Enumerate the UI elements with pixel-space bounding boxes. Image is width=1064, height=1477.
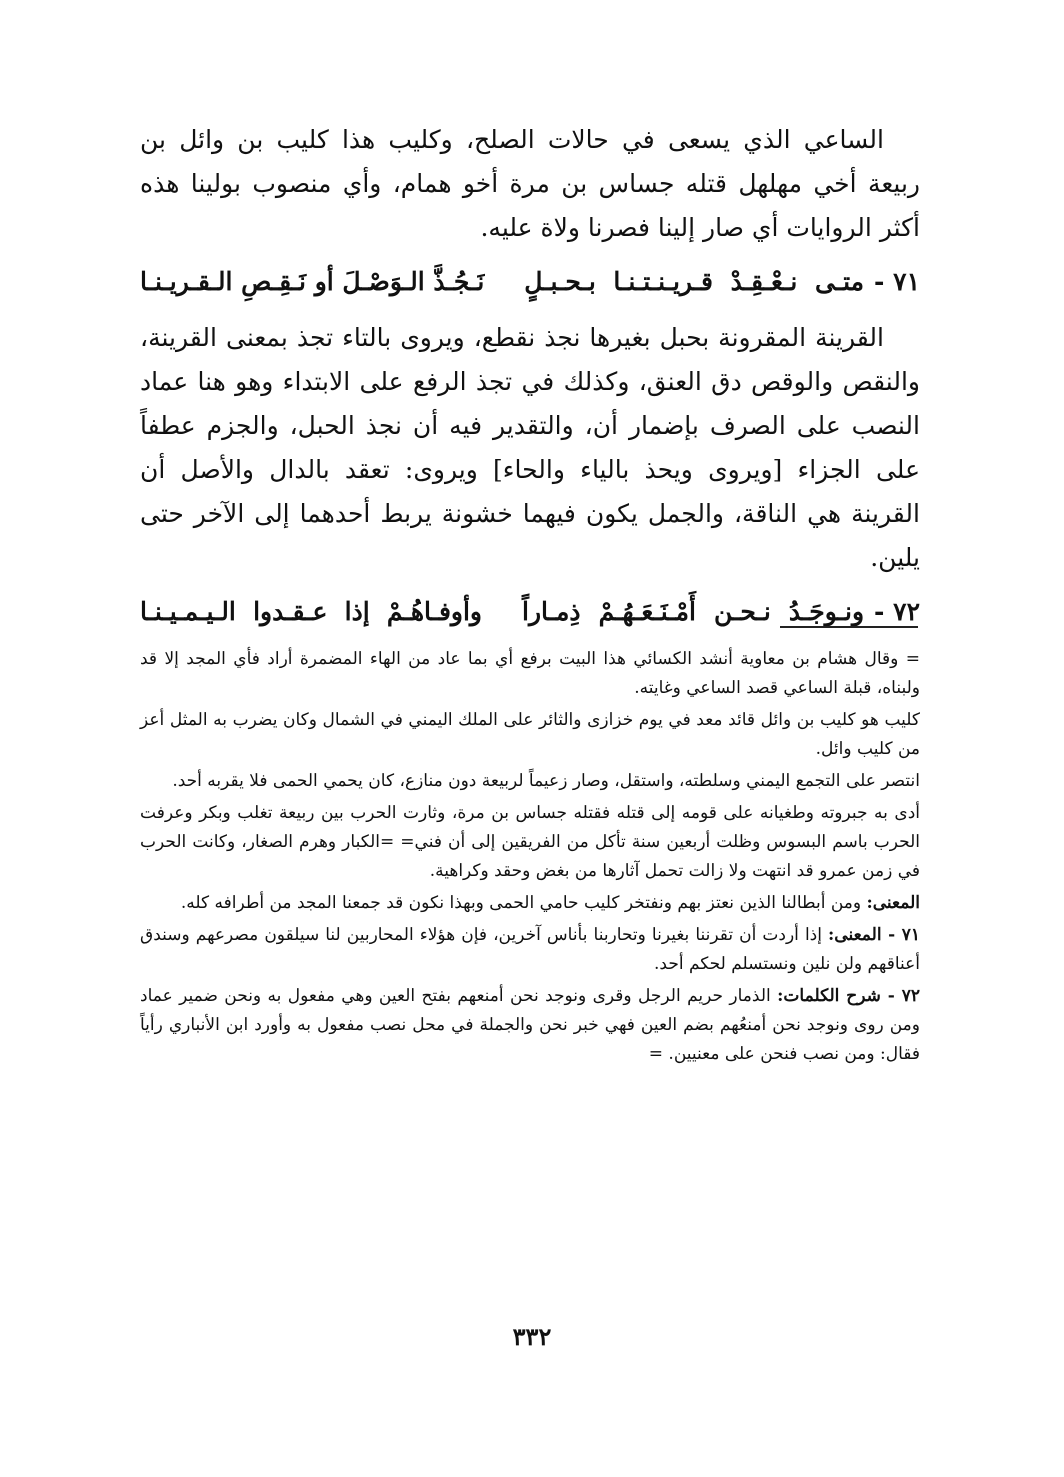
- footnote: [140, 921, 920, 979]
- verse-second-hemistich: وأوفـاهُـمْ إذا عـقـدوا الـيـمـيـنـا: [139, 597, 483, 626]
- paragraph-commentary-1: الساعي الذي يسعى في حالات الصلح، وكليب هذا كليب بن وائل بن ربيعة أخي مهلهل قتله جساس بن مرة أخو همام، وأي منصوب بولينا هذه أكثر الروايات أي صار إلينا فصرنا ولاة عليه.: [140, 125, 920, 242]
- footnote: [140, 706, 920, 764]
- footnote-text: = وقال هشام بن معاوية أنشد الكسائي هذا البيت برفع أي بما عاد من الهاء المضمرة أراد فأي المجد إلا قد ولبناه، قبلة الساعي قصد الساعي وغايته.: [140, 649, 920, 698]
- footnote-text: أدى به جبروته وطغيانه على قومه إلى قتله فقتله جساس بن مرة، وثارت الحرب بين ربيعة تغلب وبكر وعرفت الحرب باسم البسوس وظلت أربعين سنة تأكل من الفريقين إلى أن فني= =الكبار وهرم الصغار، وكانت الحرب في زمن عمرو قد انتهت ولا زالت تحمل آثارها من بغض وحقد وكراهية.: [140, 803, 920, 881]
- footnote: [140, 645, 920, 703]
- footnote-text: الذمار حريم الرجل وقرى ونوجد نحن أمنعهم بفتح العين وهي مفعول به ونحن ضمير عماد ومن روى ونوجد نحن أمنعُهم بضم العين فهي خبر نحن والجملة في محل نصب مفعول به وأورد ابن الأنباري رأياً فقال: ومن نصب فنحن على معنيين. =: [140, 986, 920, 1064]
- footnote-text: إذا أردت أن تقرننا بغيرنا وتحاربنا بأناس آخرين، فإن هؤلاء المحاربين لنا سيلقون مصرعهم وسندق أعناقهم ولن نلين ونستسلم لحكم أحد.: [140, 925, 920, 974]
- page-number: ٣٣٢: [512, 1322, 552, 1351]
- footnote-text: انتصر على التجمع اليمني وسلطته، واستقل، وصار زعيماً لربيعة دون منازع، كان يحمي الحمى فلا يقربه أحد.: [172, 771, 920, 791]
- verse-first-hemistich: متـى نـعْـقِـدْ قـريـنـتـنـا بـحـبـلٍ: [524, 267, 865, 296]
- verse-71: [140, 260, 920, 304]
- verse-first-hemistich: ونـوجَـدُ نـحـن أَمْـنَـعَـهُـمْ ذِمـاراً: [522, 597, 865, 626]
- footnote: [140, 799, 920, 886]
- footnote-label: المعنى:: [866, 893, 920, 913]
- verse-number: ٧١ -: [874, 267, 920, 296]
- footnote: [140, 889, 920, 918]
- verse-second-hemistich: نَـجُـذَّ الـوَصْـلَ أو نَـقِـصِ الـقـريـنـا: [140, 267, 485, 296]
- paragraph-commentary-2: القرينة المقرونة بحبل بغيرها نجذ نقطع، ويروى بالتاء تجذ بمعنى القرينة، والنقص والوقص دق العنق، وكذلك في تجذ الرفع على الابتداء وهو هنا عماد النصب على الصرف بإضمار أن، والتقدير فيه أن نجذ الحبل، والجزم عطفاً على الجزاء [ويروى ويحذ بالياء والحاء] ويروى: تعقد بالدال والأصل أن القرينة هي الناقة، والجمل يكون فيهما خشونة يربط أحدهما إلى الآخر حتى يلين.: [140, 323, 920, 572]
- footnote-separator: [780, 626, 918, 628]
- footnote-label: ٧٢ - شرح الكلمات:: [777, 986, 921, 1006]
- footnote: [140, 767, 920, 796]
- main-text: [140, 118, 920, 646]
- footnote-text: ومن أبطالنا الذين نعتز بهم ونفتخر كليب حامي الحمى وبهذا نكون قد جمعنا المجد من أطرافه كله.: [180, 893, 862, 913]
- footnote: [140, 982, 920, 1069]
- verse-number: ٧٢ -: [874, 597, 920, 626]
- footnote-text: كليب هو كليب بن وائل قائد معد في يوم خزازى والثائر على الملك اليمني في الشمال وكان يضرب به المثل أعز من كليب وائل.: [140, 710, 920, 759]
- footnote-label: ٧١ - المعنى:: [828, 925, 920, 945]
- footnotes: [140, 645, 920, 1072]
